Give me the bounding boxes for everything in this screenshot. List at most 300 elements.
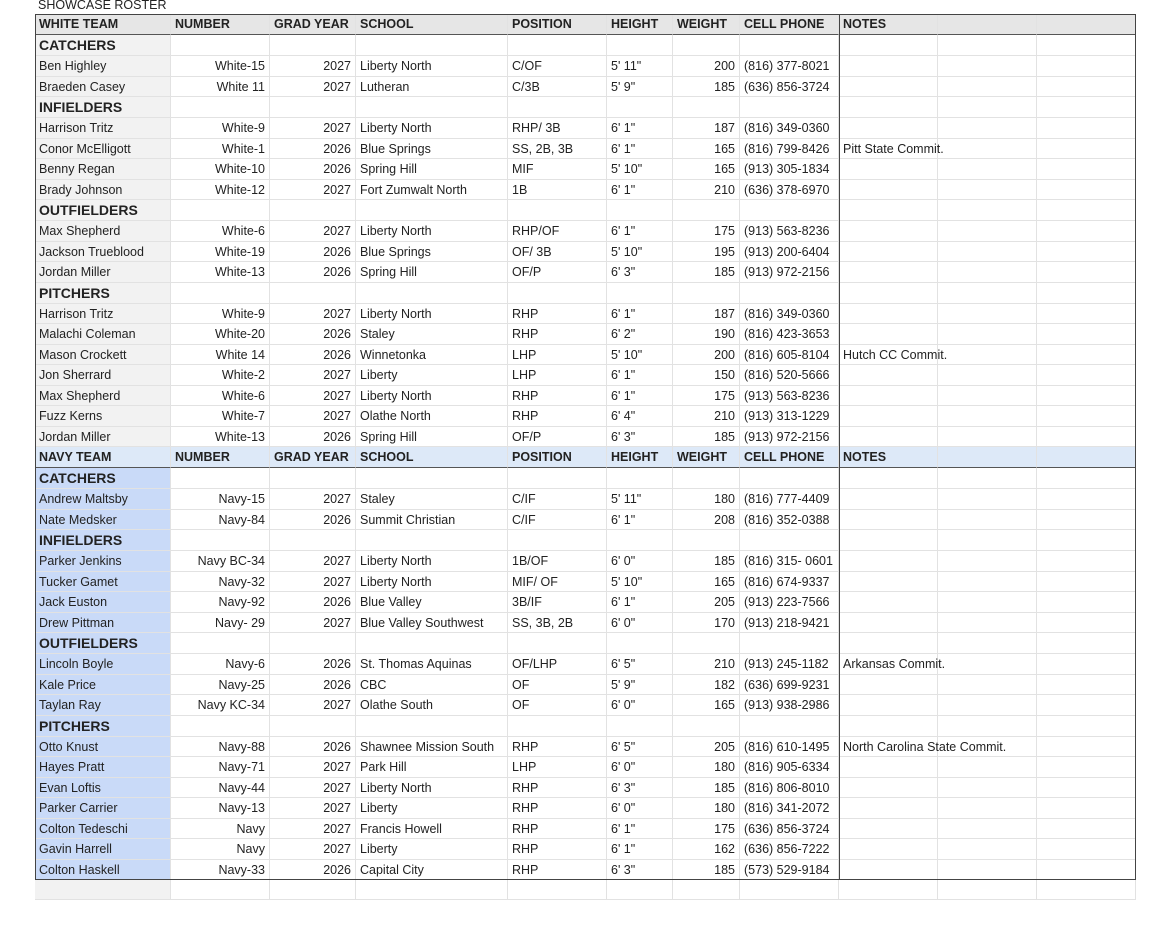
cell-number[interactable]: Navy-92 <box>171 592 270 613</box>
cell-name[interactable]: Mason Crockett <box>35 345 171 366</box>
cell-school[interactable] <box>356 530 508 551</box>
cell-blank[interactable] <box>938 262 1037 283</box>
cell-cell-phone[interactable]: (913) 223-7566 <box>740 592 839 613</box>
cell-number[interactable] <box>171 880 270 900</box>
cell-blank[interactable] <box>938 716 1037 737</box>
cell-school[interactable]: SCHOOL <box>356 14 508 35</box>
cell-blank[interactable] <box>938 56 1037 77</box>
cell-cell-phone[interactable]: (816) 377-8021 <box>740 56 839 77</box>
cell-notes[interactable] <box>839 468 938 489</box>
cell-notes[interactable] <box>839 262 938 283</box>
cell-number[interactable] <box>171 97 270 118</box>
cell-notes[interactable] <box>839 242 938 263</box>
cell-position[interactable]: 1B <box>508 180 607 201</box>
cell-cell-phone[interactable]: (913) 245-1182 <box>740 654 839 675</box>
cell-blank[interactable] <box>938 97 1037 118</box>
cell-height[interactable]: 6' 3" <box>607 262 673 283</box>
cell-notes[interactable] <box>839 757 938 778</box>
cell-blank[interactable] <box>938 14 1037 35</box>
cell-grad-year[interactable] <box>270 283 356 304</box>
cell-name[interactable]: OUTFIELDERS <box>35 633 171 654</box>
cell-height[interactable]: 6' 5" <box>607 654 673 675</box>
cell-number[interactable]: White-10 <box>171 159 270 180</box>
cell-height[interactable]: HEIGHT <box>607 14 673 35</box>
cell-weight[interactable]: 170 <box>673 613 740 634</box>
cell-name[interactable]: Jordan Miller <box>35 262 171 283</box>
cell-name[interactable]: Malachi Coleman <box>35 324 171 345</box>
cell-cell-phone[interactable]: (816) 315- 0601 <box>740 551 839 572</box>
cell-height[interactable]: 5' 10" <box>607 345 673 366</box>
cell-school[interactable]: Liberty <box>356 798 508 819</box>
cell-weight[interactable] <box>673 468 740 489</box>
cell-grad-year[interactable]: GRAD YEAR <box>270 14 356 35</box>
cell-school[interactable]: St. Thomas Aquinas <box>356 654 508 675</box>
cell-weight[interactable]: 175 <box>673 221 740 242</box>
cell-school[interactable]: Blue Valley <box>356 592 508 613</box>
cell-height[interactable]: 6' 1" <box>607 118 673 139</box>
cell-school[interactable]: Blue Springs <box>356 242 508 263</box>
cell-position[interactable]: SS, 2B, 3B <box>508 139 607 160</box>
cell-position[interactable]: C/IF <box>508 489 607 510</box>
cell-weight[interactable] <box>673 880 740 900</box>
cell-blank2[interactable] <box>1037 654 1136 675</box>
cell-blank[interactable] <box>938 221 1037 242</box>
cell-school[interactable]: Spring Hill <box>356 427 508 448</box>
cell-blank[interactable] <box>938 592 1037 613</box>
cell-notes[interactable] <box>839 510 938 531</box>
cell-weight[interactable]: 195 <box>673 242 740 263</box>
cell-name[interactable]: Jackson Trueblood <box>35 242 171 263</box>
cell-name[interactable]: Parker Carrier <box>35 798 171 819</box>
cell-position[interactable]: OF/LHP <box>508 654 607 675</box>
cell-school[interactable]: Park Hill <box>356 757 508 778</box>
cell-blank2[interactable] <box>1037 56 1136 77</box>
cell-blank[interactable] <box>938 819 1037 840</box>
cell-school[interactable]: Liberty North <box>356 221 508 242</box>
cell-cell-phone[interactable]: (816) 674-9337 <box>740 572 839 593</box>
cell-number[interactable]: White-6 <box>171 221 270 242</box>
cell-name[interactable]: Braeden Casey <box>35 77 171 98</box>
cell-height[interactable]: 6' 2" <box>607 324 673 345</box>
cell-height[interactable]: 6' 0" <box>607 551 673 572</box>
cell-blank2[interactable] <box>1037 283 1136 304</box>
cell-blank2[interactable] <box>1037 530 1136 551</box>
cell-school[interactable]: Fort Zumwalt North <box>356 180 508 201</box>
cell-cell-phone[interactable] <box>740 530 839 551</box>
cell-name[interactable]: Max Shepherd <box>35 386 171 407</box>
cell-blank2[interactable] <box>1037 324 1136 345</box>
cell-grad-year[interactable]: 2027 <box>270 221 356 242</box>
cell-cell-phone[interactable] <box>740 880 839 900</box>
cell-height[interactable]: 6' 1" <box>607 510 673 531</box>
cell-blank[interactable] <box>938 510 1037 531</box>
sheet-title[interactable]: SHOWCASE ROSTER <box>38 0 167 12</box>
cell-school[interactable]: Staley <box>356 324 508 345</box>
cell-position[interactable]: SS, 3B, 2B <box>508 613 607 634</box>
cell-position[interactable] <box>508 283 607 304</box>
cell-notes[interactable] <box>839 675 938 696</box>
cell-notes[interactable] <box>839 489 938 510</box>
cell-name[interactable]: Kale Price <box>35 675 171 696</box>
cell-number[interactable] <box>171 716 270 737</box>
cell-school[interactable] <box>356 880 508 900</box>
cell-weight[interactable]: 175 <box>673 386 740 407</box>
cell-school[interactable]: Francis Howell <box>356 819 508 840</box>
cell-notes[interactable] <box>839 159 938 180</box>
cell-weight[interactable] <box>673 530 740 551</box>
cell-name[interactable]: PITCHERS <box>35 716 171 737</box>
cell-number[interactable]: Navy-33 <box>171 860 270 881</box>
cell-notes[interactable] <box>839 200 938 221</box>
cell-school[interactable]: Lutheran <box>356 77 508 98</box>
cell-weight[interactable]: WEIGHT <box>673 447 740 468</box>
cell-height[interactable]: 6' 0" <box>607 695 673 716</box>
cell-grad-year[interactable]: 2027 <box>270 386 356 407</box>
cell-number[interactable]: Navy-88 <box>171 737 270 758</box>
cell-cell-phone[interactable]: (816) 352-0388 <box>740 510 839 531</box>
cell-notes[interactable]: North Carolina State Commit. <box>839 737 938 758</box>
cell-cell-phone[interactable]: (816) 349-0360 <box>740 304 839 325</box>
cell-blank[interactable] <box>938 654 1037 675</box>
cell-cell-phone[interactable]: (816) 799-8426 <box>740 139 839 160</box>
cell-name[interactable]: PITCHERS <box>35 283 171 304</box>
cell-blank2[interactable] <box>1037 819 1136 840</box>
cell-notes[interactable] <box>839 35 938 56</box>
cell-position[interactable] <box>508 35 607 56</box>
cell-cell-phone[interactable]: (816) 905-6334 <box>740 757 839 778</box>
cell-grad-year[interactable]: 2026 <box>270 654 356 675</box>
cell-name[interactable]: Fuzz Kerns <box>35 406 171 427</box>
cell-blank2[interactable] <box>1037 633 1136 654</box>
cell-cell-phone[interactable] <box>740 200 839 221</box>
cell-notes[interactable] <box>839 386 938 407</box>
cell-height[interactable]: HEIGHT <box>607 447 673 468</box>
cell-notes[interactable] <box>839 716 938 737</box>
cell-cell-phone[interactable]: (816) 610-1495 <box>740 737 839 758</box>
cell-name[interactable]: Taylan Ray <box>35 695 171 716</box>
cell-cell-phone[interactable]: (913) 972-2156 <box>740 262 839 283</box>
cell-cell-phone[interactable]: (913) 218-9421 <box>740 613 839 634</box>
cell-position[interactable]: C/3B <box>508 77 607 98</box>
cell-grad-year[interactable]: 2026 <box>270 139 356 160</box>
cell-weight[interactable]: 162 <box>673 839 740 860</box>
cell-position[interactable]: LHP <box>508 365 607 386</box>
cell-name[interactable]: Max Shepherd <box>35 221 171 242</box>
cell-blank2[interactable] <box>1037 592 1136 613</box>
cell-number[interactable]: Navy-13 <box>171 798 270 819</box>
cell-weight[interactable]: 200 <box>673 345 740 366</box>
cell-blank[interactable] <box>938 839 1037 860</box>
cell-weight[interactable]: 150 <box>673 365 740 386</box>
cell-notes[interactable] <box>839 633 938 654</box>
cell-position[interactable]: RHP <box>508 819 607 840</box>
cell-notes[interactable] <box>839 880 938 900</box>
cell-position[interactable]: OF/ 3B <box>508 242 607 263</box>
cell-name[interactable]: Ben Highley <box>35 56 171 77</box>
cell-height[interactable]: 6' 1" <box>607 180 673 201</box>
cell-height[interactable]: 6' 4" <box>607 406 673 427</box>
cell-blank2[interactable] <box>1037 180 1136 201</box>
cell-weight[interactable] <box>673 97 740 118</box>
cell-blank[interactable] <box>938 427 1037 448</box>
cell-blank2[interactable] <box>1037 489 1136 510</box>
cell-notes[interactable] <box>839 427 938 448</box>
cell-blank2[interactable] <box>1037 200 1136 221</box>
cell-weight[interactable]: 165 <box>673 139 740 160</box>
cell-cell-phone[interactable] <box>740 35 839 56</box>
cell-weight[interactable] <box>673 200 740 221</box>
cell-school[interactable]: Shawnee Mission South <box>356 737 508 758</box>
cell-cell-phone[interactable]: (816) 349-0360 <box>740 118 839 139</box>
cell-notes[interactable] <box>839 551 938 572</box>
cell-height[interactable]: 6' 1" <box>607 365 673 386</box>
cell-height[interactable] <box>607 200 673 221</box>
cell-name[interactable]: NAVY TEAM <box>35 447 171 468</box>
cell-grad-year[interactable] <box>270 716 356 737</box>
cell-notes[interactable] <box>839 365 938 386</box>
cell-school[interactable] <box>356 633 508 654</box>
cell-number[interactable]: Navy- 29 <box>171 613 270 634</box>
cell-name[interactable]: Colton Tedeschi <box>35 819 171 840</box>
cell-name[interactable]: Lincoln Boyle <box>35 654 171 675</box>
cell-school[interactable] <box>356 716 508 737</box>
cell-height[interactable]: 6' 0" <box>607 757 673 778</box>
cell-name[interactable]: Hayes Pratt <box>35 757 171 778</box>
cell-school[interactable]: Liberty North <box>356 551 508 572</box>
cell-blank2[interactable] <box>1037 304 1136 325</box>
cell-grad-year[interactable]: 2027 <box>270 365 356 386</box>
cell-blank[interactable] <box>938 139 1037 160</box>
cell-grad-year[interactable]: 2027 <box>270 118 356 139</box>
cell-cell-phone[interactable] <box>740 283 839 304</box>
cell-cell-phone[interactable]: CELL PHONE <box>740 447 839 468</box>
cell-grad-year[interactable] <box>270 35 356 56</box>
cell-position[interactable]: RHP <box>508 324 607 345</box>
cell-weight[interactable]: 185 <box>673 860 740 881</box>
cell-weight[interactable]: 175 <box>673 819 740 840</box>
cell-position[interactable]: RHP <box>508 839 607 860</box>
cell-number[interactable]: White-9 <box>171 304 270 325</box>
cell-height[interactable]: 6' 3" <box>607 427 673 448</box>
cell-number[interactable]: White-6 <box>171 386 270 407</box>
cell-grad-year[interactable]: 2027 <box>270 180 356 201</box>
cell-weight[interactable] <box>673 283 740 304</box>
cell-blank2[interactable] <box>1037 427 1136 448</box>
cell-blank2[interactable] <box>1037 468 1136 489</box>
cell-blank2[interactable] <box>1037 839 1136 860</box>
cell-number[interactable] <box>171 530 270 551</box>
cell-notes[interactable] <box>839 819 938 840</box>
cell-name[interactable]: Jordan Miller <box>35 427 171 448</box>
cell-weight[interactable]: 210 <box>673 654 740 675</box>
cell-position[interactable]: RHP <box>508 406 607 427</box>
cell-position[interactable]: RHP <box>508 304 607 325</box>
cell-notes[interactable] <box>839 778 938 799</box>
cell-weight[interactable]: 210 <box>673 406 740 427</box>
cell-cell-phone[interactable]: (913) 200-6404 <box>740 242 839 263</box>
cell-height[interactable]: 6' 1" <box>607 592 673 613</box>
cell-school[interactable]: Winnetonka <box>356 345 508 366</box>
cell-grad-year[interactable]: 2027 <box>270 695 356 716</box>
cell-notes[interactable] <box>839 860 938 881</box>
cell-position[interactable]: LHP <box>508 345 607 366</box>
cell-height[interactable]: 6' 1" <box>607 819 673 840</box>
cell-number[interactable]: Navy-84 <box>171 510 270 531</box>
cell-height[interactable]: 5' 11" <box>607 56 673 77</box>
cell-name[interactable]: Conor McElligott <box>35 139 171 160</box>
cell-name[interactable]: Benny Regan <box>35 159 171 180</box>
cell-weight[interactable]: 205 <box>673 592 740 613</box>
cell-school[interactable] <box>356 468 508 489</box>
cell-grad-year[interactable] <box>270 468 356 489</box>
cell-height[interactable] <box>607 468 673 489</box>
cell-grad-year[interactable]: 2027 <box>270 613 356 634</box>
cell-grad-year[interactable]: 2027 <box>270 489 356 510</box>
cell-position[interactable]: 3B/IF <box>508 592 607 613</box>
cell-position[interactable]: OF <box>508 675 607 696</box>
cell-cell-phone[interactable]: (816) 341-2072 <box>740 798 839 819</box>
cell-position[interactable]: RHP <box>508 778 607 799</box>
cell-number[interactable]: White-9 <box>171 118 270 139</box>
cell-position[interactable]: RHP <box>508 737 607 758</box>
cell-weight[interactable]: 200 <box>673 56 740 77</box>
cell-notes[interactable] <box>839 798 938 819</box>
cell-position[interactable]: RHP <box>508 798 607 819</box>
cell-name[interactable]: WHITE TEAM <box>35 14 171 35</box>
cell-grad-year[interactable] <box>270 633 356 654</box>
cell-name[interactable]: Jack Euston <box>35 592 171 613</box>
cell-position[interactable] <box>508 97 607 118</box>
cell-number[interactable]: White-1 <box>171 139 270 160</box>
cell-grad-year[interactable]: 2026 <box>270 427 356 448</box>
cell-number[interactable]: Navy-6 <box>171 654 270 675</box>
cell-grad-year[interactable]: 2026 <box>270 345 356 366</box>
cell-blank[interactable] <box>938 860 1037 881</box>
cell-weight[interactable]: 185 <box>673 778 740 799</box>
cell-weight[interactable] <box>673 716 740 737</box>
cell-position[interactable]: OF/P <box>508 262 607 283</box>
cell-cell-phone[interactable]: (913) 563-8236 <box>740 221 839 242</box>
cell-notes[interactable] <box>839 283 938 304</box>
cell-name[interactable]: Evan Loftis <box>35 778 171 799</box>
cell-name[interactable]: Colton Haskell <box>35 860 171 881</box>
cell-height[interactable] <box>607 283 673 304</box>
cell-school[interactable] <box>356 35 508 56</box>
cell-blank2[interactable] <box>1037 77 1136 98</box>
cell-position[interactable]: RHP/ 3B <box>508 118 607 139</box>
cell-name[interactable]: CATCHERS <box>35 35 171 56</box>
cell-school[interactable]: Liberty North <box>356 56 508 77</box>
cell-number[interactable] <box>171 35 270 56</box>
cell-position[interactable]: POSITION <box>508 447 607 468</box>
cell-number[interactable]: Navy-25 <box>171 675 270 696</box>
cell-school[interactable]: Blue Springs <box>356 139 508 160</box>
cell-grad-year[interactable]: 2026 <box>270 242 356 263</box>
cell-school[interactable]: Olathe South <box>356 695 508 716</box>
cell-notes[interactable] <box>839 530 938 551</box>
cell-height[interactable] <box>607 880 673 900</box>
cell-grad-year[interactable] <box>270 880 356 900</box>
cell-blank2[interactable] <box>1037 262 1136 283</box>
cell-weight[interactable]: 185 <box>673 77 740 98</box>
cell-cell-phone[interactable]: (913) 305-1834 <box>740 159 839 180</box>
cell-school[interactable]: Staley <box>356 489 508 510</box>
cell-weight[interactable] <box>673 633 740 654</box>
cell-position[interactable]: MIF/ OF <box>508 572 607 593</box>
cell-cell-phone[interactable] <box>740 97 839 118</box>
cell-position[interactable] <box>508 530 607 551</box>
cell-name[interactable]: INFIELDERS <box>35 530 171 551</box>
cell-blank2[interactable] <box>1037 695 1136 716</box>
cell-blank[interactable] <box>938 530 1037 551</box>
cell-weight[interactable]: 185 <box>673 427 740 448</box>
cell-cell-phone[interactable]: (816) 520-5666 <box>740 365 839 386</box>
cell-grad-year[interactable]: 2026 <box>270 324 356 345</box>
cell-blank[interactable] <box>938 386 1037 407</box>
cell-blank2[interactable] <box>1037 613 1136 634</box>
cell-school[interactable] <box>356 97 508 118</box>
cell-grad-year[interactable]: 2027 <box>270 572 356 593</box>
cell-grad-year[interactable]: 2026 <box>270 159 356 180</box>
cell-height[interactable]: 5' 10" <box>607 242 673 263</box>
cell-blank[interactable] <box>938 489 1037 510</box>
cell-notes[interactable] <box>839 406 938 427</box>
cell-blank2[interactable] <box>1037 345 1136 366</box>
cell-cell-phone[interactable]: (636) 699-9231 <box>740 675 839 696</box>
cell-blank[interactable] <box>938 778 1037 799</box>
cell-blank2[interactable] <box>1037 406 1136 427</box>
cell-position[interactable]: OF/P <box>508 427 607 448</box>
cell-height[interactable]: 6' 1" <box>607 304 673 325</box>
cell-blank[interactable] <box>938 324 1037 345</box>
cell-blank[interactable] <box>938 118 1037 139</box>
cell-height[interactable]: 6' 1" <box>607 139 673 160</box>
cell-cell-phone[interactable] <box>740 716 839 737</box>
cell-height[interactable]: 5' 10" <box>607 159 673 180</box>
cell-school[interactable]: Liberty North <box>356 386 508 407</box>
cell-grad-year[interactable]: 2027 <box>270 304 356 325</box>
cell-blank2[interactable] <box>1037 880 1136 900</box>
cell-blank2[interactable] <box>1037 447 1136 468</box>
cell-blank2[interactable] <box>1037 675 1136 696</box>
cell-number[interactable] <box>171 283 270 304</box>
cell-cell-phone[interactable]: (913) 313-1229 <box>740 406 839 427</box>
cell-grad-year[interactable]: 2026 <box>270 737 356 758</box>
cell-grad-year[interactable] <box>270 530 356 551</box>
cell-blank[interactable] <box>938 365 1037 386</box>
cell-notes[interactable]: Pitt State Commit. <box>839 139 938 160</box>
cell-position[interactable] <box>508 880 607 900</box>
cell-height[interactable]: 5' 9" <box>607 77 673 98</box>
cell-height[interactable]: 6' 1" <box>607 386 673 407</box>
cell-notes[interactable] <box>839 180 938 201</box>
cell-number[interactable]: Navy <box>171 819 270 840</box>
cell-height[interactable] <box>607 97 673 118</box>
cell-position[interactable]: OF <box>508 695 607 716</box>
cell-position[interactable]: RHP <box>508 860 607 881</box>
cell-blank[interactable] <box>938 77 1037 98</box>
cell-weight[interactable]: 180 <box>673 489 740 510</box>
cell-position[interactable]: POSITION <box>508 14 607 35</box>
cell-grad-year[interactable]: 2026 <box>270 860 356 881</box>
cell-name[interactable]: Harrison Tritz <box>35 304 171 325</box>
cell-notes[interactable]: Hutch CC Commit. <box>839 345 938 366</box>
cell-weight[interactable]: 187 <box>673 304 740 325</box>
cell-cell-phone[interactable]: (913) 938-2986 <box>740 695 839 716</box>
cell-name[interactable] <box>35 880 171 900</box>
cell-blank2[interactable] <box>1037 778 1136 799</box>
cell-blank2[interactable] <box>1037 139 1136 160</box>
